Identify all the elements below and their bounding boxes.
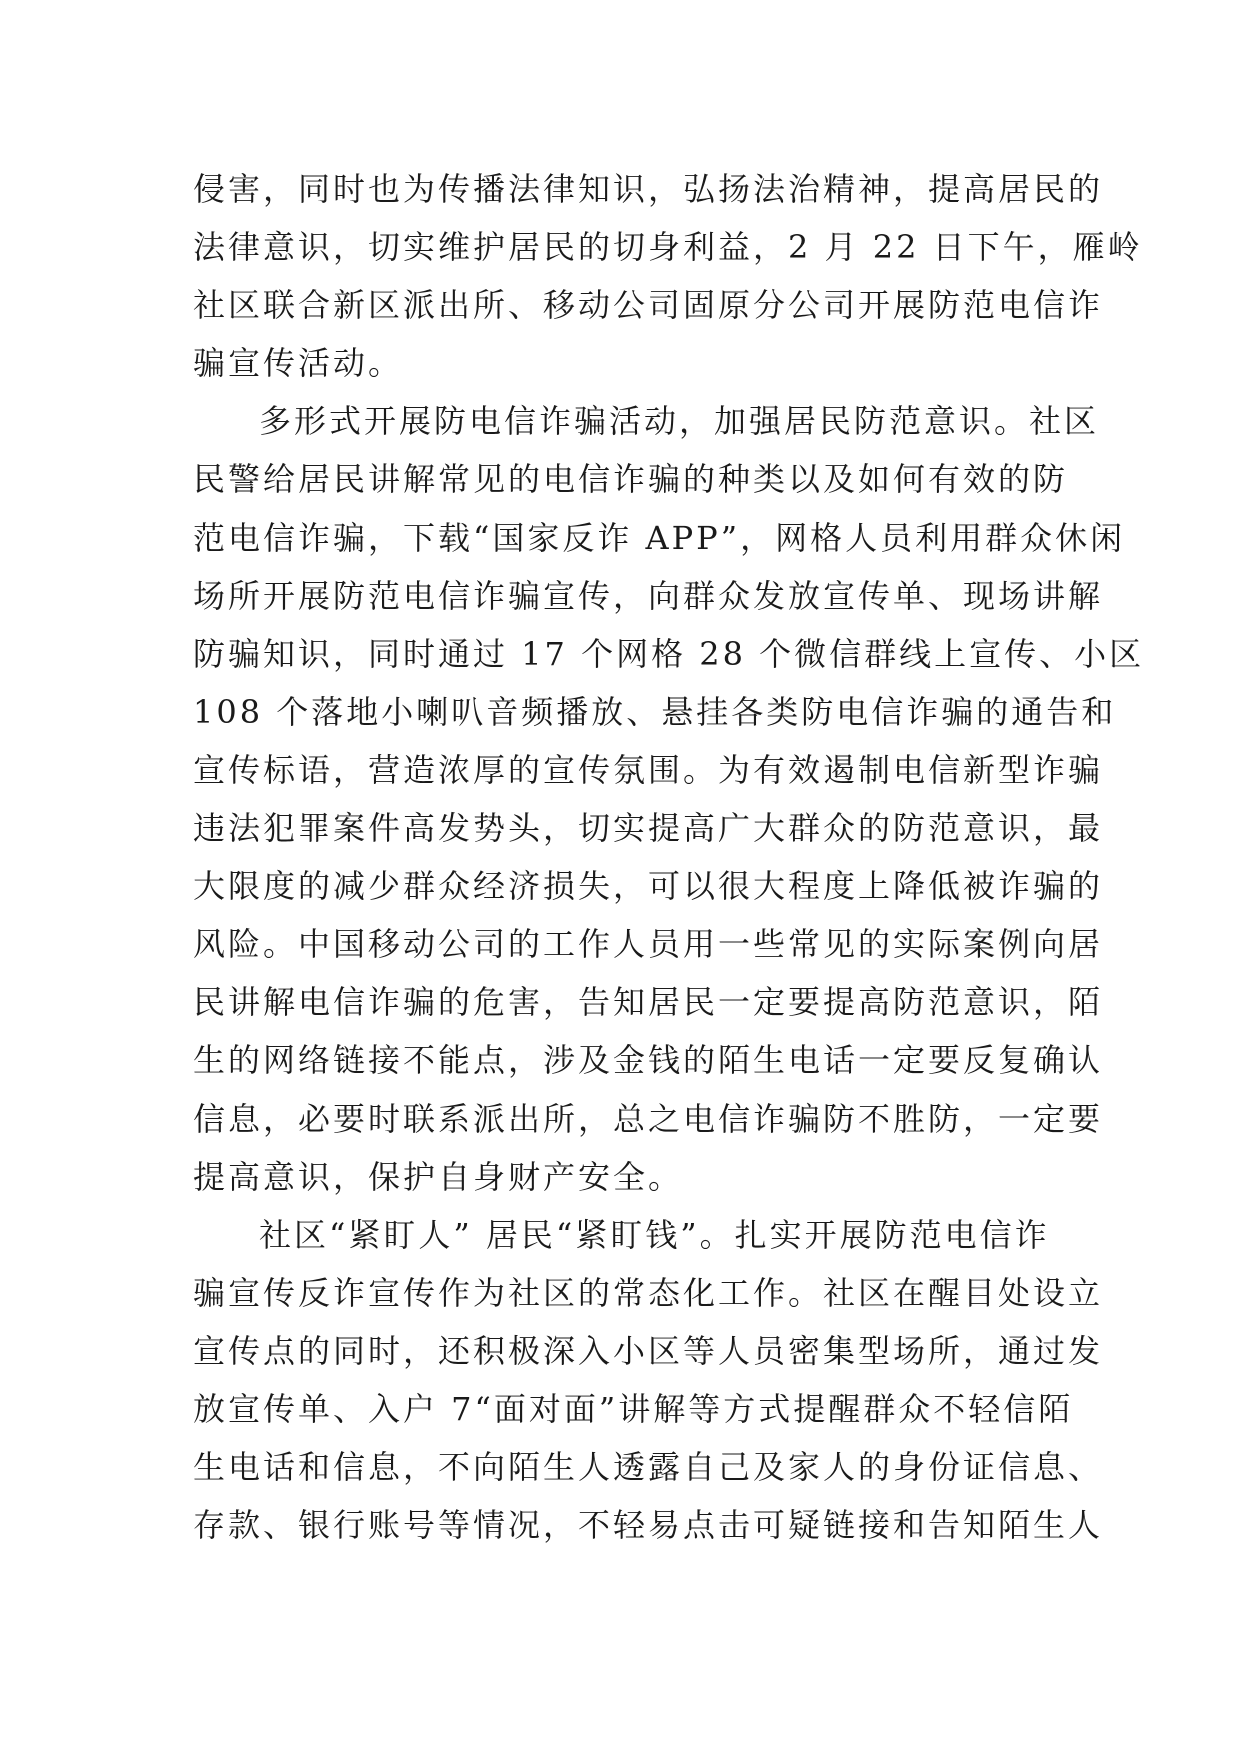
text-line: 放宣传单、入户 7“面对面”讲解等方式提醒群众不轻信陌 <box>193 1389 1074 1428</box>
text-line: 风险。中国移动公司的工作人员用一些常见的实际案例向居 <box>193 925 1104 964</box>
text-line: 信息，必要时联系派出所，总之电信诈骗防不胜防，一定要 <box>193 1099 1104 1138</box>
paragraph-first-line: 社区“紧盯人” 居民“紧盯钱”。扎实开展防范电信诈 <box>259 1215 1050 1254</box>
paragraph-first-line: 多形式开展防电信诈骗活动，加强居民防范意识。社区 <box>259 402 1100 441</box>
body-text <box>193 160 1145 1554</box>
text-line: 侵害，同时也为传播法律知识，弘扬法治精神，提高居民的 <box>193 170 1104 208</box>
text-line: 防骗知识，同时通过 17 个网格 28 个微信群线上宣传、小区 <box>193 634 1145 673</box>
text-line: 宣传标语，营造浓厚的宣传氛围。为有效遏制电信新型诈骗 <box>193 750 1104 789</box>
text-line: 108 个落地小喇叭音频播放、悬挂各类防电信诈骗的通告和 <box>193 692 1117 731</box>
text-line: 骗宣传反诈宣传作为社区的常态化工作。社区在醒目处设立 <box>193 1273 1104 1312</box>
text-line: 法律意识，切实维护居民的切身利益，2 月 22 日下午，雁岭 <box>193 228 1143 267</box>
text-line: 范电信诈骗，下载“国家反诈 APP”，网格人员利用群众休闲 <box>193 518 1126 557</box>
text-line: 大限度的减少群众经济损失，可以很大程度上降低被诈骗的 <box>193 867 1104 906</box>
text-line: 宣传点的同时，还积极深入小区等人员密集型场所，通过发 <box>193 1331 1104 1370</box>
text-line: 社区联合新区派出所、移动公司固原分公司开展防范电信诈 <box>193 286 1104 325</box>
text-line: 提高意识，保护自身财产安全。 <box>193 1157 684 1196</box>
text-line: 生电话和信息，不向陌生人透露自己及家人的身份证信息、 <box>193 1448 1104 1487</box>
text-line: 场所开展防范电信诈骗宣传，向群众发放宣传单、现场讲解 <box>193 576 1104 615</box>
text-line: 违法犯罪案件高发势头，切实提高广大群众的防范意识，最 <box>193 809 1104 848</box>
text-line: 存款、银行账号等情况，不轻易点击可疑链接和告知陌生人 <box>193 1506 1104 1545</box>
text-line: 骗宣传活动。 <box>193 344 404 383</box>
text-line: 民讲解电信诈骗的危害，告知居民一定要提高防范意识，陌 <box>193 983 1104 1022</box>
text-line: 民警给居民讲解常见的电信诈骗的种类以及如何有效的防 <box>193 460 1069 499</box>
text-line: 生的网络链接不能点，涉及金钱的陌生电话一定要反复确认 <box>193 1041 1104 1080</box>
